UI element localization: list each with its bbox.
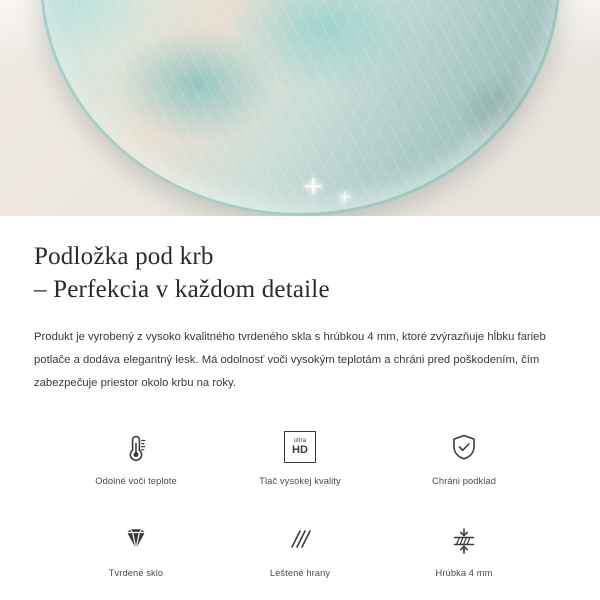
- product-description: Produkt je vyrobený z vysoko kvalitného tvrdeného skla s hrúbkou 4 mm, ktoré zvýrazňuje hĺbku farieb potlače a dodáva elegantný lesk. Má odolnosť voči vysokým teplotám a chráni pred poškodením, čím zabezpečuje priestor okolo krbu na roky.: [34, 331, 546, 390]
- ultra-hd-icon: [284, 425, 316, 469]
- content-block: [0, 216, 600, 599]
- feature-item-print-quality: [218, 421, 382, 507]
- feature-label: Tlač vysokej kvality: [259, 476, 341, 487]
- polished-edges-icon: [280, 517, 320, 561]
- feature-label: Hrúbka 4 mm: [435, 568, 493, 579]
- feature-label: Odolné voči teplote: [95, 476, 177, 487]
- feature-item-temperature: [54, 421, 218, 507]
- feature-label: Leštené hrany: [269, 568, 331, 579]
- thickness-icon: [444, 517, 484, 561]
- ultra-hd-badge: [284, 431, 316, 463]
- ultra-hd-badge-bottom: HD: [292, 444, 308, 457]
- feature-grid: [34, 421, 566, 599]
- feature-item-surface-protection: [382, 421, 546, 507]
- page-title-line-1: Podložka pod krb: [34, 243, 214, 270]
- thermometer-icon: [116, 425, 156, 469]
- feature-label: Chráni podklad: [432, 476, 496, 487]
- feature-item-thickness: [382, 513, 546, 599]
- feature-item-tempered-glass: [54, 513, 218, 599]
- glass-board-image: [40, 0, 560, 216]
- shield-check-icon: [444, 425, 484, 469]
- page-title: [34, 240, 566, 306]
- feature-label: Tvrdené sklo: [108, 568, 164, 579]
- ultra-hd-badge-top: ultra: [293, 438, 307, 445]
- page-title-line-2: – Perfekcia v každom detaile: [34, 276, 330, 303]
- feature-item-polished-edges: [218, 513, 382, 599]
- diamond-icon: [116, 517, 156, 561]
- hero-product-image: [0, 0, 600, 216]
